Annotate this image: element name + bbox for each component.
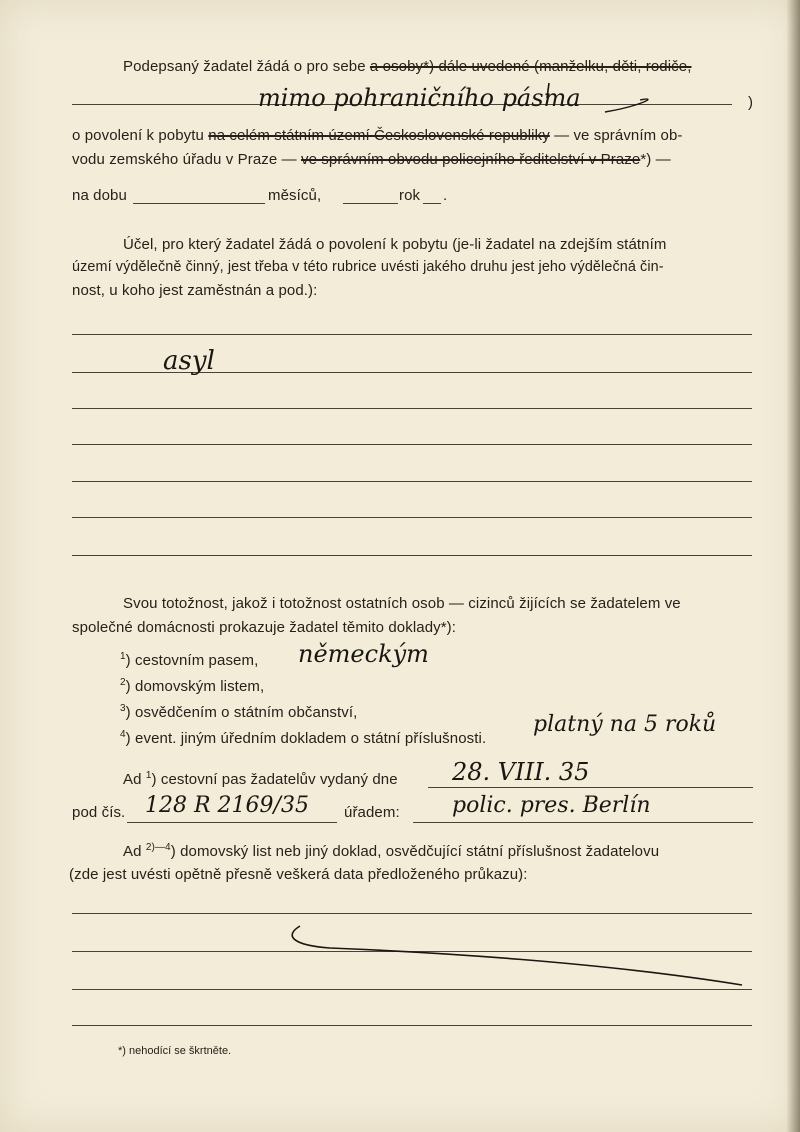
handwritten-border-zone: mimo pohraničního pásma	[258, 84, 581, 112]
item-label: ) domovským listem,	[125, 678, 265, 695]
applicant-text: Podepsaný žadatel žádá o pro sebe	[123, 58, 366, 75]
period-mark: .	[443, 187, 448, 204]
struck-police-text: ve správním obvodu policejního ředitelství v Praze	[300, 151, 641, 168]
district-tail: *) —	[640, 151, 671, 168]
purpose-line-2: území výdělečně činný, jest třeba v této rubrice uvésti jakého druhu jest jeho výdělečná čin-	[72, 259, 664, 275]
identity-line-1: Svou totožnost, jakož i totožnost ostatních osob — cizinců žijících se žadatelem ve	[123, 595, 681, 612]
ad2-text: ) domovský list neb jiný doklad, osvědčující státní příslušnost žadatelovu	[170, 843, 660, 860]
item-number: 4	[120, 729, 126, 740]
page-edge-shadow	[786, 0, 800, 1132]
ad-number: 2)—4	[145, 842, 171, 853]
item-number: 1	[120, 651, 126, 662]
year-label: rok	[399, 187, 421, 204]
identity-line-2: společné domácnosti prokazuje žadatel těmito doklady*):	[72, 619, 457, 636]
handwritten-issue-date: 28. VIII. 35	[452, 758, 590, 786]
item-number: 3	[120, 703, 126, 714]
closing-paren: )	[748, 94, 754, 111]
number-label: pod čís.	[72, 804, 126, 821]
footnote: *) nehodící se škrtněte.	[118, 1045, 232, 1057]
item-label: ) osvědčením o státním občanství,	[125, 704, 358, 721]
district-office-text: vodu zemského úřadu v Praze —	[72, 151, 297, 168]
permit-text: o povolení k pobytu	[72, 127, 204, 144]
duration-label: na dobu	[72, 187, 127, 204]
pen-tick-mark	[547, 83, 549, 98]
months-label: měsíců,	[268, 187, 322, 204]
pen-cancel-stroke	[292, 926, 742, 985]
handwritten-asylum: asyl	[163, 346, 215, 376]
struck-territory-text: na celém státním území Československé republiky	[208, 127, 550, 144]
pen-swash	[605, 99, 648, 112]
ad-number: 1	[145, 770, 152, 781]
ad2-line-2: (zde jest uvésti opětně přesně veškerá data předloženého průkazu):	[69, 866, 528, 883]
handwritten-valid-5-years: platný na 5 roků	[533, 712, 717, 737]
ad1-text: ) cestovní pas žadatelův vydaný dne	[151, 771, 398, 788]
ad-label: Ad	[123, 771, 142, 788]
purpose-line-3: nost, u koho jest zaměstnán a pod.):	[72, 282, 318, 299]
district-text: — ve správním ob-	[554, 127, 683, 144]
handwritten-passport-number: 128 R 2169/35	[145, 793, 309, 818]
ad-label: Ad	[123, 843, 142, 860]
office-label: úřadem:	[344, 804, 400, 821]
purpose-line-1: Účel, pro který žadatel žádá o povolení k pobytu (je-li žadatel na zdejším státním	[123, 236, 667, 253]
struck-persons-text: a osoby*) dále uvedené (manželku, děti, rodiče,	[369, 58, 692, 75]
item-label: ) event. jiným úředním dokladem o státní příslušnosti.	[125, 730, 487, 747]
handwritten-office: polic. pres. Berlín	[452, 793, 651, 818]
item-label: ) cestovním pasem,	[125, 652, 259, 669]
item-number: 2	[120, 677, 126, 688]
handwritten-german: německým	[298, 640, 429, 668]
